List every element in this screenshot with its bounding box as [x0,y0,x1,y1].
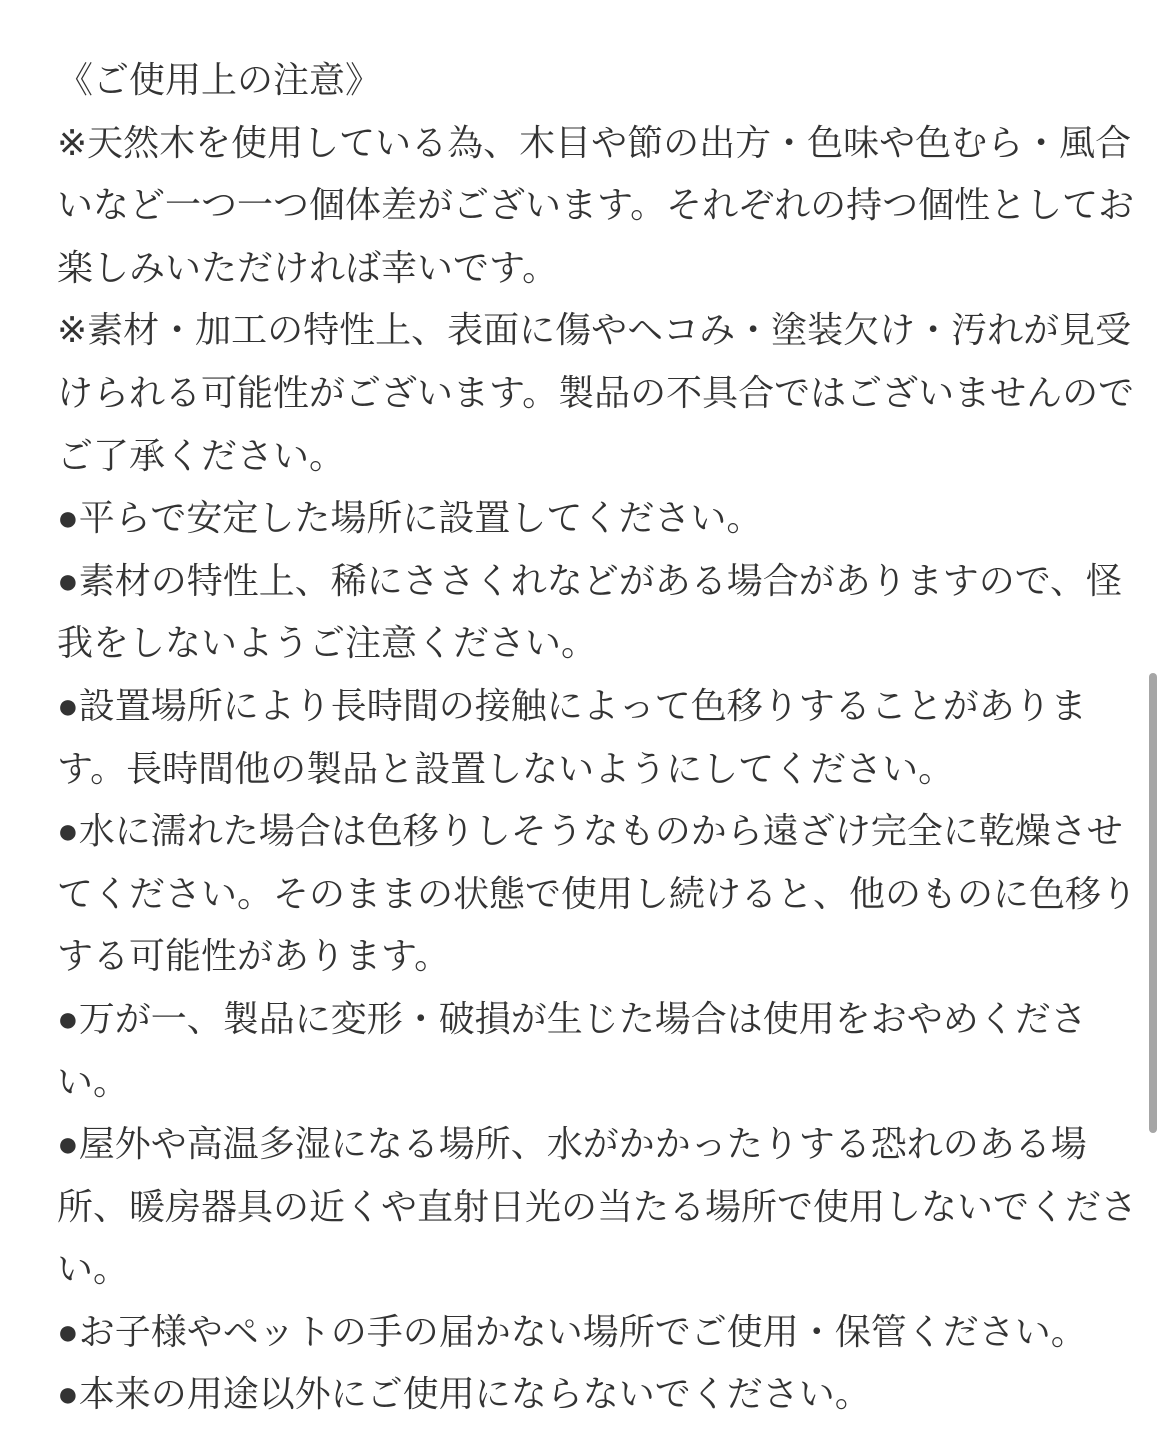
notice-line: ●屋外や高温多湿になる場所、水がかかったりする恐れのある場 [57,1123,1087,1165]
notice-title: 《ご使用上の注意》 [57,59,382,100]
notice-line: いなど一つ一つ個体差がございます。それぞれの持つ個性としてお [57,184,1135,226]
notice-line: ●本来の用途以外にご使用にならないでください。 [57,1373,871,1415]
notice-line: い。 [57,1248,130,1290]
notice-line: ●設置場所により長時間の接触によって色移りすることがありま [57,684,1087,726]
notice-line: ※素材・加工の特性上、表面に傷やヘコみ・塗装欠け・汚れが見受 [57,309,1132,351]
notice-line: 楽しみいただければ幸いです。 [57,246,559,288]
notice-line: ●平らで安定した場所に設置してください。 [57,497,763,539]
notice-line: 我をしないようご注意ください。 [57,622,598,664]
notice-line: い。 [57,1060,130,1102]
notice-line: ※天然木を使用している為、木目や節の出方・色味や色むら・風合 [57,121,1132,163]
notice-text-block [57,49,1138,1426]
notice-line: てください。そのままの状態で使用し続けると、他のものに色移り [57,872,1138,914]
notice-line: す。長時間他の製品と設置しないようにしてください。 [57,747,955,789]
notice-line: 所、暖房器具の近くや直射日光の当たる場所で使用しないでくださ [57,1185,1138,1227]
vertical-scrollbar-thumb[interactable] [1149,673,1157,1133]
notice-line: ●水に濡れた場合は色移りしそうなものから遠ざけ完全に乾燥させ [57,810,1123,852]
notice-line: けられる可能性がございます。製品の不具合ではございませんので [57,371,1135,413]
notice-line: ●お子様やペットの手の届かない場所でご使用・保管ください。 [57,1310,1087,1352]
notice-line: する可能性があります。 [57,935,451,977]
notice-line: ●素材の特性上、稀にささくれなどがある場合がありますので、怪 [57,559,1123,601]
notice-line: ご了承ください。 [57,434,346,476]
notice-line: ●万が一、製品に変形・破損が生じた場合は使用をおやめくださ [57,997,1087,1039]
